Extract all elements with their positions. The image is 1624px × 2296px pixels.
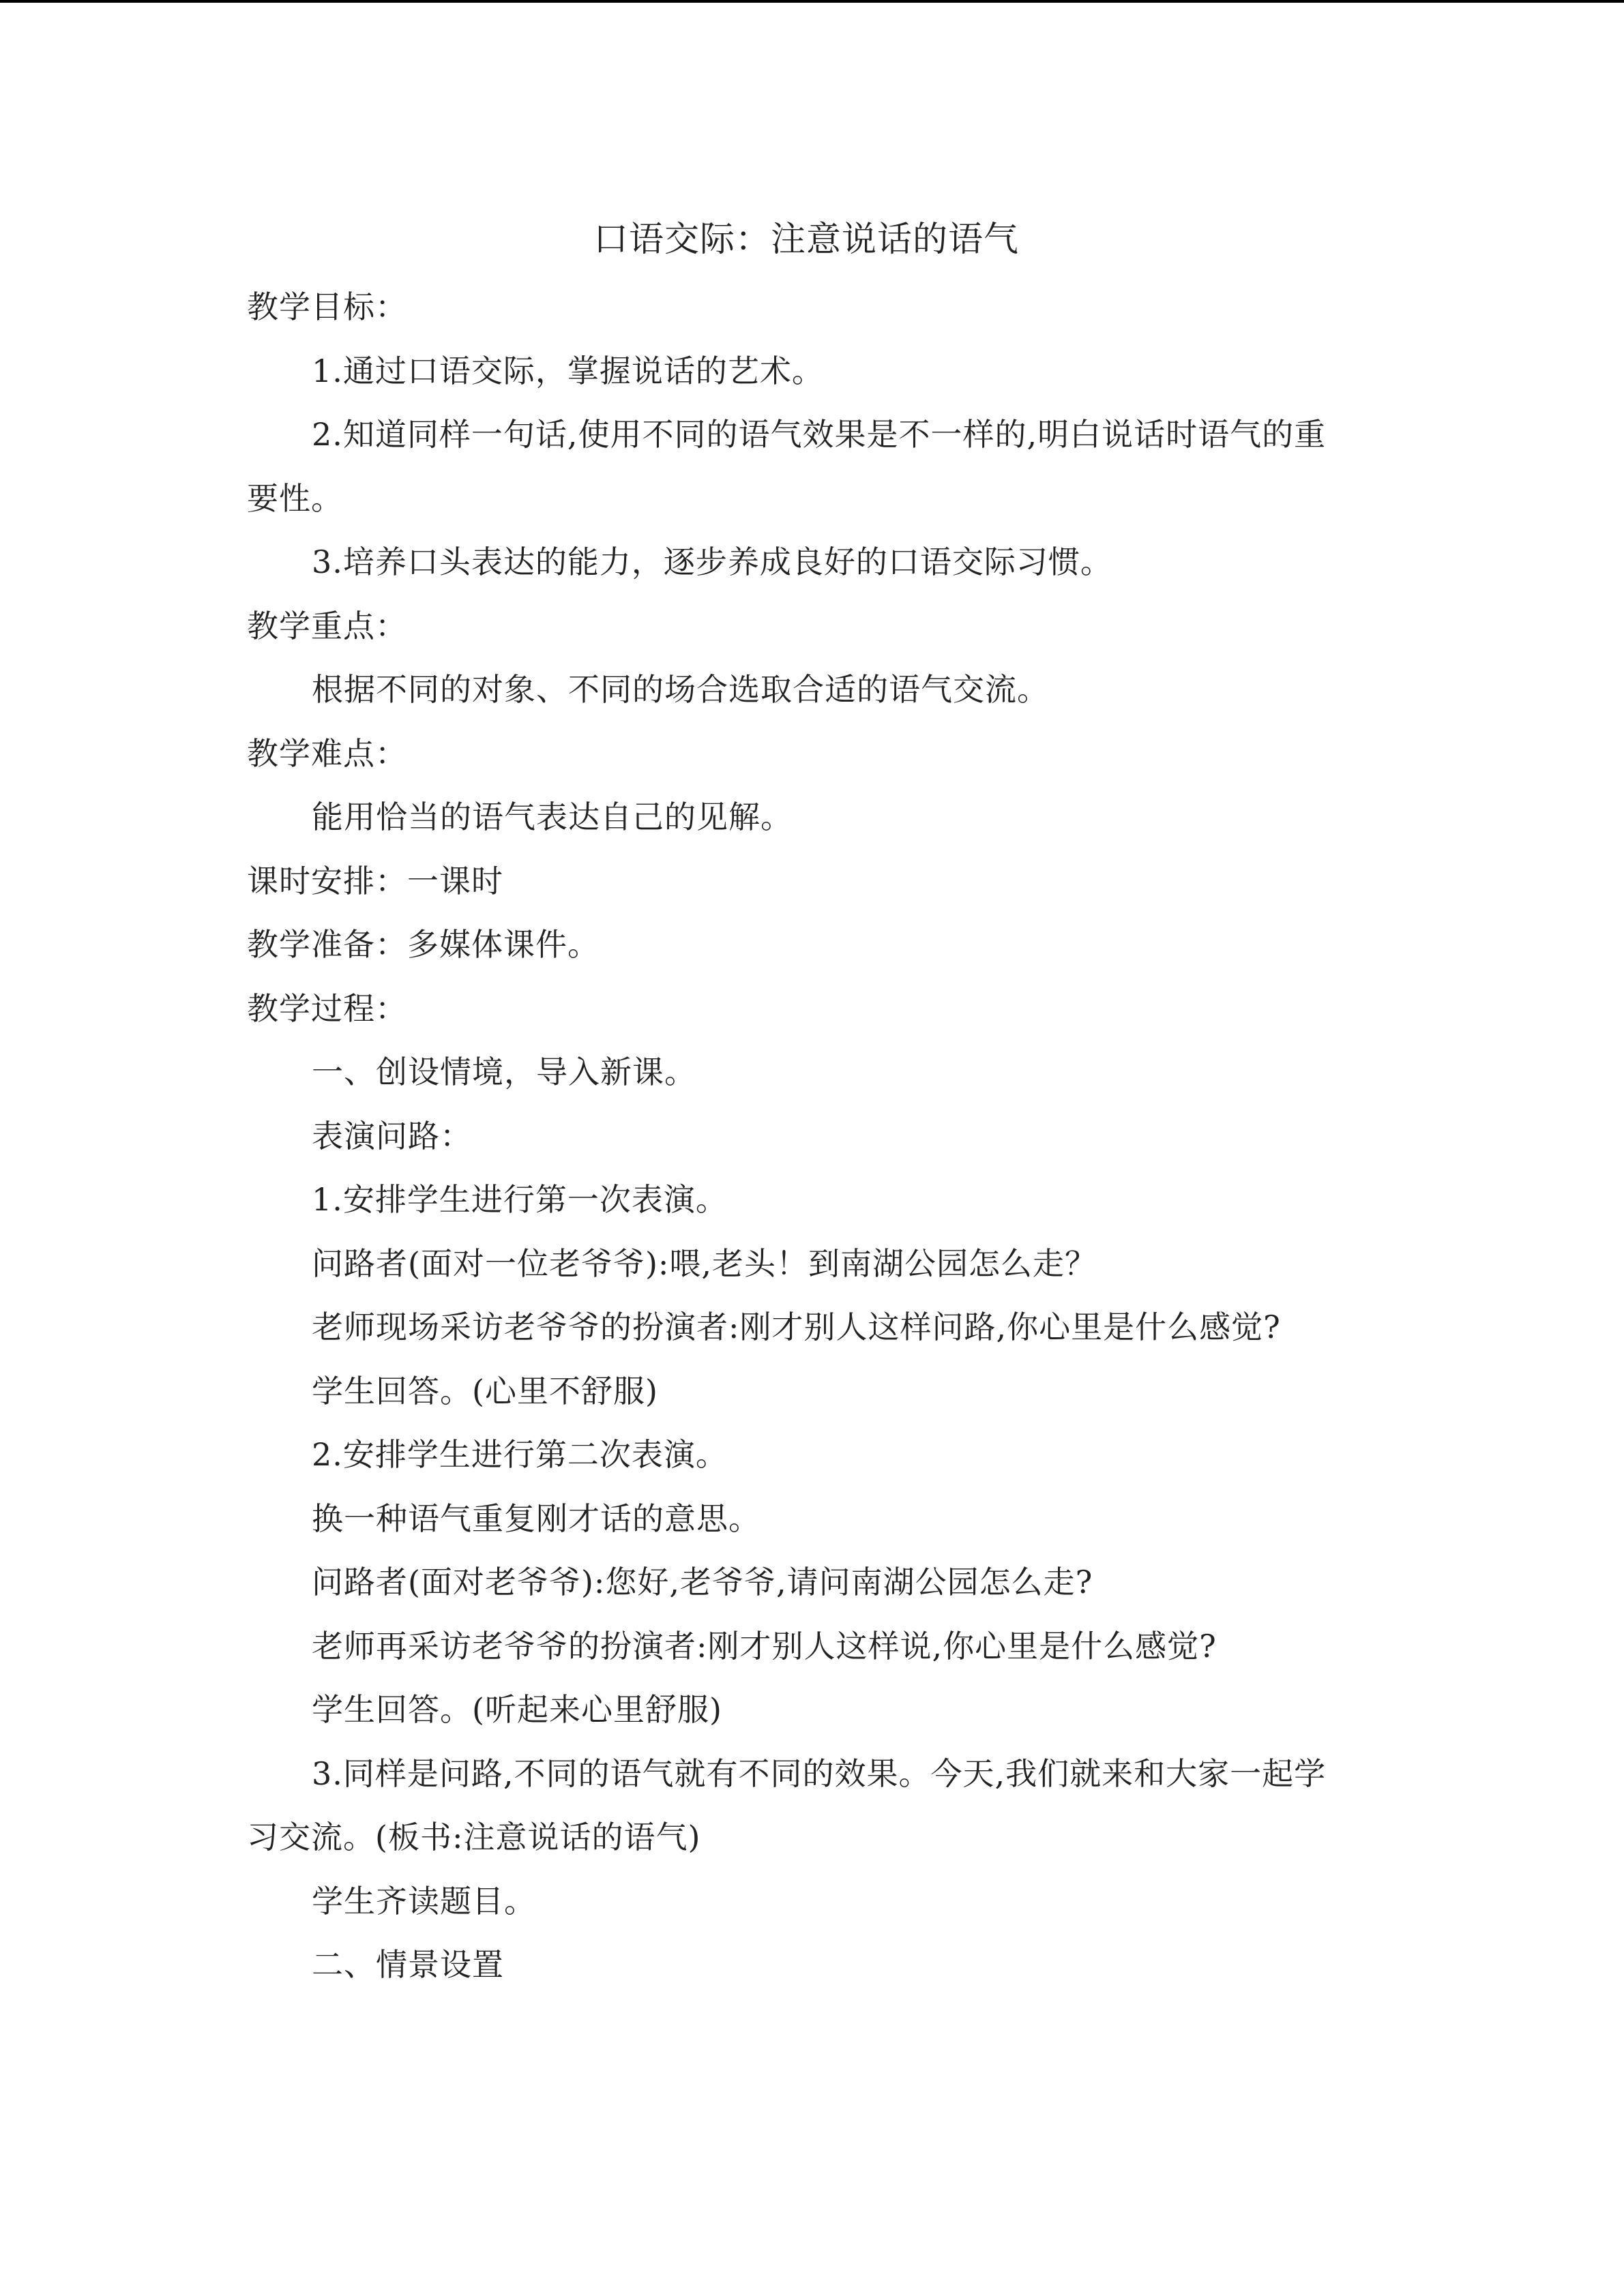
text-line: 学生回答。(听起来心里舒服) xyxy=(312,1691,722,1728)
text-line: 老师再采访老爷爷的扮演者:刚才别人这样说,你心里是什么感觉? xyxy=(312,1627,1217,1665)
text-line: 老师现场采访老爷爷的扮演者:刚才别人这样问路,你心里是什么感觉? xyxy=(312,1309,1281,1345)
page-top-border xyxy=(0,0,1624,3)
text-line: 教学重点： xyxy=(247,607,407,644)
text-line: 问路者(面对一位老爷爷):喂,老头！到南湖公园怎么走？ xyxy=(312,1244,1097,1282)
text-line: 换一种语气重复刚才话的意思。 xyxy=(312,1500,761,1537)
text-line: 1.通过口语交际，掌握说话的艺术。 xyxy=(312,352,824,389)
text-line: 教学目标： xyxy=(247,288,407,325)
text-line: 3.培养口头表达的能力，逐步养成良好的口语交际习惯。 xyxy=(312,543,1112,580)
text-line: 要性。 xyxy=(247,479,343,517)
text-line: 1.安排学生进行第一次表演。 xyxy=(312,1181,728,1218)
text-line: 表演问路： xyxy=(312,1117,472,1154)
text-line: 教学难点： xyxy=(247,734,407,772)
document-page xyxy=(247,205,1365,1997)
text-line: 能用恰当的语气表达自己的见解。 xyxy=(312,799,793,835)
text-line: 学生齐读题目。 xyxy=(312,1882,536,1920)
document-title: 口语交际：注意说话的语气 xyxy=(593,220,1019,260)
text-line: 一、创设情境，导入新课。 xyxy=(312,1054,696,1090)
text-line: 根据不同的对象、不同的场合选取合适的语气交流。 xyxy=(312,671,1049,708)
text-line: 教学过程： xyxy=(247,989,407,1027)
text-line: 习交流。(板书:注意说话的语气) xyxy=(247,1819,701,1855)
text-line: 学生回答。(心里不舒服) xyxy=(312,1372,658,1410)
text-line: 教学准备：多媒体课件。 xyxy=(247,926,600,963)
text-line: 2.安排学生进行第二次表演。 xyxy=(312,1436,728,1473)
text-line: 课时安排：一课时 xyxy=(247,862,503,899)
text-line: 3.同样是问路,不同的语气就有不同的效果。今天,我们就来和大家一起学 xyxy=(312,1755,1327,1792)
document-body xyxy=(247,275,1365,1997)
text-line: 2.知道同样一句话,使用不同的语气效果是不一样的,明白说话时语气的重 xyxy=(312,416,1327,453)
text-line: 问路者(面对老爷爷):您好,老爷爷,请问南湖公园怎么走? xyxy=(312,1564,1093,1600)
text-line: 二、情景设置 xyxy=(312,1946,504,1983)
